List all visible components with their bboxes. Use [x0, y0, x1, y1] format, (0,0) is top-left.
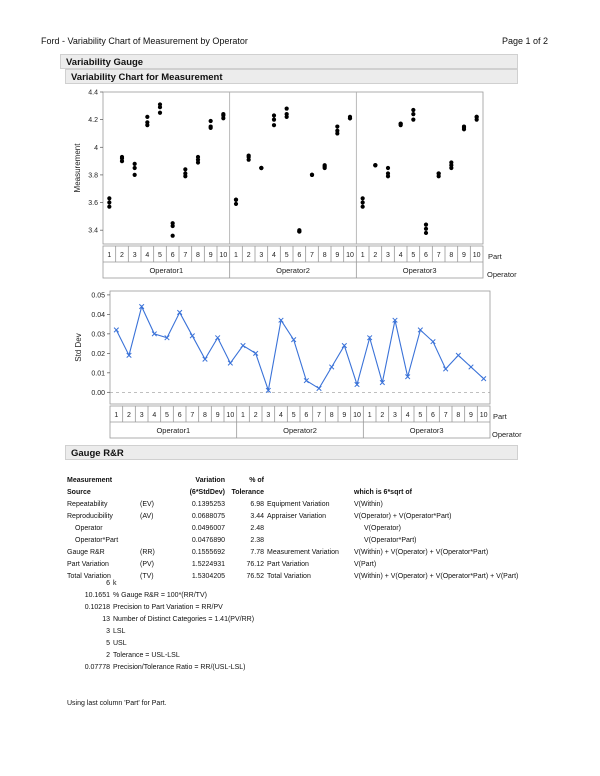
part-label: 3	[393, 412, 397, 419]
operator-label: Operator1	[149, 266, 184, 275]
data-point	[107, 205, 111, 209]
part-label: 8	[329, 412, 334, 419]
data-point	[449, 160, 453, 164]
data-point	[297, 228, 301, 232]
data-point	[272, 113, 276, 117]
part-label: 6	[304, 412, 309, 419]
part-axis-title: Part	[488, 252, 502, 261]
data-point	[424, 223, 428, 227]
table-cell: V(Within) + V(Operator) + V(Operator*Part) + V(Part)	[354, 572, 519, 580]
stat-value: 5	[106, 640, 110, 647]
table-cell: V(Operator*Part)	[364, 536, 417, 544]
table-cell	[140, 522, 169, 534]
data-point	[209, 119, 213, 123]
data-point	[145, 115, 149, 119]
data-point	[335, 124, 339, 128]
data-point	[196, 155, 200, 159]
operator-label: Operator2	[276, 266, 310, 275]
y-axis-label: Std Dev	[74, 333, 83, 362]
part-label: 2	[127, 412, 131, 419]
summary-stats	[60, 580, 254, 676]
table-header-cell	[267, 474, 354, 486]
stat-line	[60, 664, 254, 676]
stat-label: Precision to Part Variation = RR/PV	[113, 604, 223, 611]
table-cell: Operator	[75, 524, 103, 532]
part-label: 5	[418, 412, 423, 419]
table-cell: Measurement Variation	[267, 548, 339, 556]
stat-label: k	[113, 580, 117, 587]
part-label: 3	[132, 252, 137, 259]
part-label: 6	[170, 252, 175, 259]
data-point	[209, 124, 213, 128]
page-number: Page 1 of 2	[501, 36, 548, 46]
part-label: 8	[203, 412, 207, 419]
table-header-cell: Tolerance	[231, 488, 264, 496]
table-header-cell	[140, 486, 169, 498]
stat-line	[60, 604, 254, 616]
table-cell: Equipment Variation	[267, 500, 330, 508]
operator-label: Operator2	[283, 426, 317, 435]
part-label: 4	[272, 252, 276, 259]
stat-value: 6	[106, 580, 110, 587]
data-point	[424, 231, 428, 235]
y-tick-label: 0.05	[91, 292, 105, 300]
part-label: 1	[367, 412, 372, 419]
data-point	[399, 122, 403, 126]
data-point	[107, 200, 111, 204]
part-label: 2	[380, 412, 385, 419]
data-point	[361, 200, 365, 204]
data-point	[120, 155, 124, 159]
table-cell: (AV)	[140, 512, 154, 520]
stat-value: 0.07778	[84, 664, 110, 671]
part-label: 4	[152, 412, 157, 419]
data-point	[183, 171, 187, 175]
stat-label: Number of Distinct Categories = 1.41(PV/RR)	[113, 616, 255, 623]
part-label: 4	[145, 252, 150, 259]
part-label: 6	[177, 412, 182, 419]
table-header-row	[67, 474, 521, 486]
part-label: 10	[472, 252, 481, 259]
part-label: 1	[114, 412, 119, 419]
part-label: 6	[424, 252, 428, 259]
part-label: 1	[241, 412, 245, 419]
table-cell: 3.44	[250, 512, 264, 520]
data-point	[323, 163, 327, 167]
data-point	[361, 205, 365, 209]
part-label: 2	[373, 252, 378, 259]
part-label: 4	[398, 252, 403, 259]
part-label: 5	[165, 412, 169, 419]
part-label: 5	[291, 412, 296, 419]
stat-line	[60, 628, 254, 640]
table-cell: (EV)	[140, 500, 154, 508]
part-label: 3	[259, 252, 264, 259]
stat-line	[60, 592, 254, 604]
y-tick-label: 4.4	[88, 89, 98, 97]
stat-value: 13	[102, 616, 110, 623]
table-header-cell	[354, 474, 521, 486]
plot-frame	[110, 291, 490, 404]
part-axis-title: Part	[493, 412, 507, 421]
table-header-cell	[267, 486, 354, 498]
part-label: 8	[322, 252, 327, 259]
data-point	[285, 112, 289, 116]
data-point	[424, 227, 428, 231]
table-cell: 0.1395253	[191, 500, 225, 508]
table-row	[67, 558, 521, 570]
table-cell: (RR)	[140, 548, 155, 556]
data-point	[310, 173, 314, 177]
part-label: 9	[215, 412, 220, 419]
table-row	[67, 534, 521, 546]
part-note: Using last column 'Part' for Part.	[67, 700, 167, 707]
table-cell: 2.48	[250, 524, 264, 532]
table-cell: Repeatability	[67, 500, 108, 508]
table-header-cell: Source	[67, 488, 91, 496]
part-label: 8	[449, 252, 454, 259]
part-label: 2	[253, 412, 258, 419]
data-point	[234, 202, 238, 206]
table-cell	[267, 522, 354, 534]
table-cell: 1.5304205	[191, 572, 225, 580]
stat-label: % Gauge R&R = 100*(RR/TV)	[113, 592, 207, 599]
data-point	[158, 102, 162, 106]
data-point	[373, 163, 377, 167]
data-point	[107, 196, 111, 200]
part-label: 1	[107, 252, 112, 259]
y-tick-label: 3.6	[88, 200, 98, 208]
part-label: 10	[346, 252, 354, 259]
table-cell: 7.78	[250, 548, 264, 556]
std-dev-chart	[0, 285, 600, 441]
table-cell: V(Part)	[354, 560, 377, 568]
data-point	[133, 162, 137, 166]
table-cell: Part Variation	[67, 560, 109, 568]
stat-label: Precision/Tolerance Ratio = RR/(USL-LSL)	[113, 664, 246, 671]
data-point	[361, 196, 365, 200]
report-title: Ford - Variability Chart of Measurement by Operator	[41, 36, 248, 46]
y-tick-label: 0.03	[91, 331, 105, 339]
stat-label: LSL	[113, 628, 126, 635]
table-cell: Total Variation	[267, 572, 311, 580]
y-tick-label: 4	[94, 144, 98, 152]
stat-value: 2	[106, 652, 110, 659]
part-label: 4	[405, 412, 410, 419]
data-point	[348, 115, 352, 119]
data-point	[272, 123, 276, 127]
part-label: 7	[443, 412, 448, 419]
data-point	[386, 166, 390, 170]
operator-label: Operator3	[402, 266, 437, 275]
y-tick-label: 3.8	[88, 172, 98, 180]
stat-value: 0.10218	[84, 604, 110, 611]
table-cell: 0.0496007	[191, 524, 225, 532]
part-label: 2	[246, 252, 251, 259]
part-label: 10	[353, 412, 361, 419]
part-label: 9	[469, 412, 473, 419]
part-label: 6	[431, 412, 435, 419]
y-tick-label: 0.02	[91, 350, 105, 358]
part-label: 7	[310, 252, 314, 259]
table-cell	[140, 534, 169, 546]
data-point	[171, 221, 175, 225]
table-cell: Operator*Part	[75, 536, 119, 544]
part-label: 10	[479, 412, 488, 419]
table-header-cell: Variation	[195, 476, 225, 484]
part-label: 10	[219, 252, 228, 259]
table-cell: V(Within)	[354, 500, 383, 508]
table-row	[67, 522, 521, 534]
y-tick-label: 0.01	[91, 370, 105, 378]
table-cell: 76.12	[246, 560, 264, 568]
part-label: 10	[226, 412, 235, 419]
part-label: 3	[139, 412, 144, 419]
variability-gauge-header[interactable]: Variability Gauge	[60, 54, 518, 69]
stat-value: 3	[106, 628, 110, 635]
data-point	[145, 120, 149, 124]
operator-label: Operator1	[156, 426, 191, 435]
data-point	[462, 124, 466, 128]
data-point	[437, 171, 441, 175]
table-row	[67, 498, 521, 510]
table-cell	[267, 534, 354, 546]
gauge-rr-table	[67, 474, 521, 582]
part-label: 9	[335, 252, 340, 259]
part-label: 7	[190, 412, 195, 419]
data-point	[272, 118, 276, 122]
table-cell: 1.5224931	[191, 560, 225, 568]
table-cell: Gauge R&R	[67, 548, 105, 556]
stat-label: Tolerance = USL-LSL	[113, 652, 180, 659]
table-cell: 6.98	[250, 500, 264, 508]
data-point	[247, 153, 251, 157]
y-axis-label: Measurement	[73, 143, 82, 193]
part-label: 7	[436, 252, 441, 259]
table-row	[67, 510, 521, 522]
table-header-row	[67, 486, 521, 498]
table-header-cell	[140, 474, 169, 486]
data-point	[411, 108, 415, 112]
table-cell: 0.1555692	[191, 548, 225, 556]
data-point	[183, 167, 187, 171]
table-cell: 0.0688075	[191, 512, 225, 520]
table-header-cell: % of	[249, 476, 264, 484]
data-point	[133, 166, 137, 170]
data-point	[411, 112, 415, 116]
part-label: 8	[456, 412, 461, 419]
y-tick-label: 3.4	[88, 227, 98, 235]
part-label: 7	[183, 252, 188, 259]
table-cell: (PV)	[140, 560, 154, 568]
operator-label: Operator3	[409, 426, 444, 435]
part-label: 7	[317, 412, 321, 419]
operator-axis-title: Operator	[487, 270, 517, 279]
data-point	[335, 129, 339, 133]
data-point	[221, 112, 225, 116]
stat-value: 10.1651	[84, 592, 110, 599]
data-point	[411, 118, 415, 122]
part-label: 2	[120, 252, 124, 259]
y-tick-label: 0.04	[91, 311, 105, 319]
table-cell: 2.38	[250, 536, 264, 544]
operator-axis-title: Operator	[492, 430, 522, 439]
part-label: 3	[266, 412, 271, 419]
stat-line	[60, 640, 254, 652]
part-label: 1	[360, 252, 365, 259]
table-cell: V(Within) + V(Operator) + V(Operator*Part)	[354, 548, 489, 556]
part-label: 9	[342, 412, 347, 419]
part-label: 5	[284, 252, 289, 259]
data-point	[133, 173, 137, 177]
stat-label: USL	[113, 640, 127, 647]
y-tick-label: 4.2	[88, 117, 98, 125]
part-label: 6	[297, 252, 302, 259]
table-cell: Reproducibility	[67, 512, 113, 520]
stat-line	[60, 616, 254, 628]
y-tick-label: 0.00	[91, 389, 105, 397]
table-header-cell: Measurement	[67, 476, 113, 484]
measurement-variability-chart	[0, 84, 600, 280]
part-label: 5	[158, 252, 162, 259]
table-header-cell: which is 6*sqrt of	[354, 488, 412, 496]
part-label: 5	[411, 252, 416, 259]
part-label: 9	[462, 252, 466, 259]
table-cell: Part Variation	[267, 560, 309, 568]
part-label: 3	[386, 252, 390, 259]
part-label: 1	[234, 252, 238, 259]
data-point	[285, 106, 289, 110]
part-label: 8	[196, 252, 200, 259]
table-cell: V(Operator) + V(Operator*Part)	[354, 512, 452, 520]
stat-line	[60, 652, 254, 664]
table-row	[67, 546, 521, 558]
part-label: 9	[208, 252, 213, 259]
table-header-cell: (6*StdDev)	[189, 488, 225, 496]
data-point	[259, 166, 263, 170]
data-point	[386, 171, 390, 175]
gauge-rr-header[interactable]: Gauge R&R	[65, 445, 518, 460]
data-point	[158, 111, 162, 115]
table-cell: Total Variation	[67, 572, 111, 580]
table-cell: 76.52	[246, 572, 264, 580]
data-point	[234, 198, 238, 202]
table-cell: (TV)	[140, 572, 154, 580]
part-label: 4	[279, 412, 283, 419]
table-cell: 0.0476890	[191, 536, 225, 544]
data-point	[171, 234, 175, 238]
variability-chart-header[interactable]: Variability Chart for Measurement	[65, 69, 518, 84]
data-point	[475, 115, 479, 119]
table-cell: V(Operator)	[364, 524, 401, 532]
table-cell: Appraiser Variation	[267, 512, 327, 520]
stat-line	[60, 580, 254, 592]
